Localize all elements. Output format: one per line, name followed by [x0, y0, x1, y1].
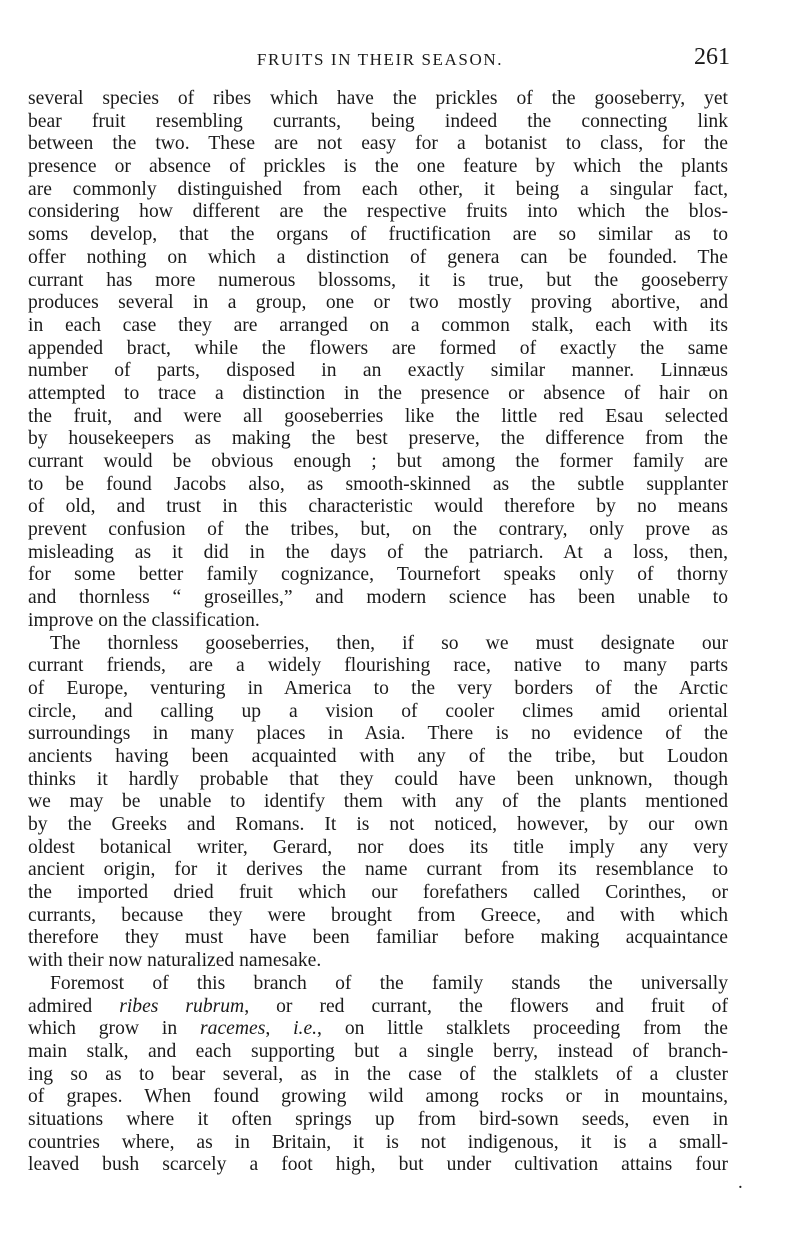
text-line: soms develop, that the organs of fructification are so similar as to [28, 224, 728, 246]
running-head [30, 46, 730, 76]
text-line: several species of ribes which have the prickles of the gooseberry, yet [28, 88, 728, 109]
latin-name: ribes rubrum [119, 995, 245, 1017]
text-line: ancient origin, for it derives the name currant from its resemblance to [28, 859, 728, 881]
text-line: currant has more numerous blossoms, it is true, but the gooseberry [28, 269, 728, 291]
text-line-mixed [28, 996, 728, 1019]
text-line: ancients having been acquainted with any of the tribe, but Loudon [28, 745, 728, 767]
text-line: the fruit, and were all gooseberries like the little red Esau selected [28, 405, 728, 427]
text-line: to be found Jacobs also, as smooth-skinned as the subtle supplanter [28, 473, 728, 495]
text-line: of Europe, venturing in America to the very borders of the Arctic [28, 677, 728, 699]
text-line: currants, because they were brought from Greece, and with which [28, 904, 728, 926]
text-run: , on little stalklets proceeding from the [317, 1018, 728, 1040]
text-line: thinks it hardly probable that they could have been unknown, though [28, 768, 728, 790]
text-run: , or red currant, the flowers and fruit of [244, 995, 728, 1017]
text-line: are commonly distinguished from each other, it being a singular fact, [28, 178, 728, 200]
text-line: appended bract, while the flowers are formed of exactly the same [28, 337, 728, 359]
text-line: situations where it often springs up from bird-sown seeds, even in [28, 1108, 728, 1130]
text-line: the imported dried fruit which our forefathers called Corinthes, or [28, 882, 728, 904]
text-line: by housekeepers as making the best preserve, the difference from the [28, 428, 728, 450]
text-line: offer nothing on which a distinction of genera can be founded. The [28, 246, 728, 268]
text-run: admired [28, 995, 120, 1017]
text-line: leaved bush scarcely a foot high, but under cultivation attains four [28, 1154, 728, 1176]
text-line: for some better family cognizance, Tournefort speaks only of thorny [28, 564, 728, 586]
text-line: of old, and trust in this characteristic would therefore by no means [28, 496, 728, 518]
page-number: 261 [694, 44, 730, 70]
text-line: produces several in a group, one or two mostly proving abortive, and [28, 292, 728, 314]
text-line: circle, and calling up a vision of cooler climes amid oriental [28, 700, 728, 722]
text-run: , [265, 1018, 294, 1040]
running-title: FRUITS IN THEIR SEASON. [256, 50, 504, 69]
text-line: number of parts, disposed in an exactly similar manner. Linnæus [28, 360, 728, 382]
trailing-mark: . [738, 1172, 743, 1193]
text-line: oldest botanical writer, Gerard, nor does its title imply any very [28, 836, 728, 858]
text-line: improve on the classification. [28, 609, 260, 631]
abbreviation: i.e. [293, 1018, 318, 1040]
text-line: and thornless “ groseilles,” and modern science has been unable to [28, 587, 728, 609]
text-line: misleading as it did in the days of the patriarch. At a loss, then, [28, 541, 728, 563]
text-line: by the Greeks and Romans. It is not noticed, however, by our own [28, 814, 728, 835]
body-text [28, 88, 728, 1177]
text-line: presence or absence of prickles is the one feature by which the plants [28, 156, 728, 178]
text-line: considering how different are the respective fruits into which the blos- [28, 201, 728, 223]
text-line: bear fruit resembling currants, being indeed the connecting link [28, 110, 728, 132]
text-line: between the two. These are not easy for a botanist to class, for the [28, 133, 728, 155]
text-line: currant friends, are a widely flourishing race, native to many parts [28, 655, 728, 677]
text-line: we may be unable to identify them with any of the plants mentioned [28, 791, 728, 813]
paragraph-first-line: Foremost of this branch of the family stands the universally [50, 972, 728, 994]
paragraph-first-line: The thornless gooseberries, then, if so we must designate our [50, 632, 728, 654]
text-line: currant would be obvious enough ; but among the former family are [28, 451, 728, 472]
text-line: ing so as to bear several, as in the case of the stalklets of a cluster [28, 1063, 728, 1085]
text-run: which grow in [28, 1018, 201, 1040]
text-line: therefore they must have been familiar before making acquaintance [28, 927, 728, 949]
text-line: with their now naturalized namesake. [28, 950, 322, 972]
text-line: surroundings in many places in Asia. There is no evidence of the [28, 723, 728, 745]
text-line: of grapes. When found growing wild among rocks or in mountains, [28, 1086, 728, 1108]
text-line-mixed [28, 1018, 728, 1041]
text-line: countries where, as in Britain, it is not indigenous, it is a small- [28, 1131, 728, 1153]
text-line: in each case they are arranged on a common stalk, each with its [28, 314, 728, 336]
botanical-term: racemes [200, 1018, 266, 1040]
text-line: attempted to trace a distinction in the presence or absence of hair on [28, 382, 728, 404]
text-line: main stalk, and each supporting but a single berry, instead of branch- [28, 1040, 728, 1062]
text-line: prevent confusion of the tribes, but, on the contrary, only prove as [28, 519, 728, 541]
